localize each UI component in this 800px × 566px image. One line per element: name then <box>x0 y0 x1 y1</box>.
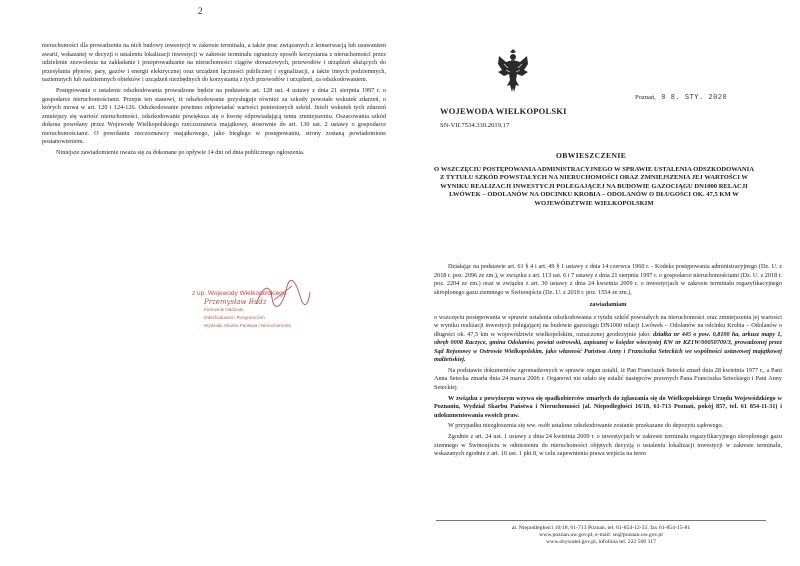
document-heading: OBWIESZCZENIE <box>556 151 627 160</box>
date-stamp: 0 8. STY. 2020 <box>661 94 728 102</box>
document-subject: O WSZCZĘCIU POSTĘPOWANIA ADMINISTRACYJNEGO W SPRAWIE USTALENIA ODSZKODOWANIA Z TYTUŁU SZKÓD POWSTAŁYCH NA NIERUCHOMOŚCI ORAZ ZMNIEJSZENIA JEJ WARTOŚCI W WYNIKU REALIZACJI INWESTYCJI POLEGAJĄCEJ NA BUDOWIE GAZOCIĄGU DN1000 RELACJI LWÓWEK – ODOLANÓW NA ODCINKU KROBIA – ODOLANÓW O DŁUGOŚCI OK. 47,5 KM W WOJEWÓDZTWIE WIELKOPOLSKIM <box>434 166 754 207</box>
paragraph-notice-effective: Niniejsze zawiadomienie uważa się za dokonane po upływie 14 dni od dnia publicznego ogłoszenia. <box>56 149 305 156</box>
left-page-body <box>42 42 386 160</box>
footer-website-email: www.poznan.uw.gov.pl, e-mail: sn@poznan.uw.gov.pl <box>539 532 663 538</box>
stamp-division: Wydziału Skarbu Państwa i Nieruchomości <box>204 323 292 328</box>
paragraph-owners: Na podstawie dokumentów zgromadzonych w sprawie organ ustalił, iż Pan Franciszek Setecki zmarł dnia 28 kwietnia 1977 r., a Pani Anna Setecka zmarła dnia 24 marca 2006 r. Organowi nie udało się ustalić następców prawnych Pana Franciszka Seteckiego i Pani Anny Seteckiej. <box>434 366 782 391</box>
organization-name: WOJEWODA WIELKOPOLSKI <box>440 106 567 116</box>
case-number: SN-VII.7534.330.2019.17 <box>440 122 510 129</box>
right-page <box>416 0 786 566</box>
stamp-line-authority: z up. Wojewody Wielkopolskiego <box>192 290 287 297</box>
page-number: 2 <box>198 6 203 16</box>
footer-divider <box>436 520 766 521</box>
paragraph-compensation-basis: Postępowanie o ustalenie odszkodowania prowadzone będzie na podstawie art. 128 ust. 4 ustawy z dnia 21 sierpnia 1997 r. o gospodarce nieruchomościami. Przepis ten stanowi, iż odszkodowanie przysługuje również za szkody powstałe wskutek zdarzeń, o których mowa w art. 120 i 124-126. Odszkodowanie powinno odpowiadać wartości poniesionych szkód. Jeżeli wskutek tych zdarzeń zmniejszy się wartość nieruchomości, odszkodowanie powiększa się o kwotę odpowiadającą temu zmniejszeniu. Oszacowania szkód dokona powołany przez Wojewodę Wielkopolskiego rzeczoznawca majątkowy, stosownie do art. 130 ust. 2 ustawy o gospodarce nieruchomościami. O powołaniu rzeczoznawcy majątkowego, jako biegłego w postępowaniu, strony zostaną powiadomione postanowieniem. <box>42 87 386 145</box>
eagle-emblem-icon <box>496 48 530 96</box>
footer-address: al. Niepodległości 16/18, 61-713 Poznań, tel. 61-854-12-33, fax 61-854-15-81 <box>511 525 691 531</box>
parcel-description: działka nr 445 o pow. 0,8100 ha, arkusz mapy 1, obręb 0008 Raczyce, gmina Odolanów, powiat ostrowski, zapisanej w księdze wieczystej KW nr KZ1W/00050709/3, prowadzonej przez Sąd Rejonowy w Ostrowie Wielkopolskim, jako własność Państwa Anny i Franciszka Seteckich we wspólności ustawowej majątkowej małżeńskiej. <box>434 330 783 363</box>
paragraph-summons: W związku z powyższym wzywa się spadkobierców zmarłych do zgłaszania się do Wielkopolskiego Urzędu Wojewódzkiego w Poznaniu, Wydział Skarbu Państwa i Nieruchomości (al. Niepodległości 16/18, 61-713 Poznań, pokój 857, tel. 61 854-11-31) i udokumentowania swoich praw. <box>434 394 782 419</box>
paragraph-legal-basis: Działając na podstawie art. 61 § 4 i art. 49 § 1 ustawy z dnia 14 czerwca 1960 r. - Kodeks postępowania administracyjnego (Dz. U. z 2018 r. poz. 2096 ze zm.), w związku z art. 113 ust. 6 i 7 ustawy z dnia 21 sierpnia 1997 r. o gospodarce nieruchomościami (Dz. U. z 2018 r. poz. 2204 ze zm.) oraz w związku z art. 30 ustawy z dnia 24 kwietnia 2009 r. o inwestycjach w zakresie terminalu regazyfikacyjnego skroplonego gazu ziemnego w Świnoujściu (Dz. U. z 2019 r. poz. 1554 ze zm.), <box>434 263 782 296</box>
footer <box>416 525 786 546</box>
paragraph-proceedings <box>434 314 782 365</box>
footer-helpline: www.obywatel.gov.pl, infolinia tel. 222 500 117 <box>546 539 656 545</box>
place-label: Poznań, <box>635 94 656 101</box>
stamp-department: Odszkodowań i Rozgraniczeń <box>204 315 265 320</box>
paragraph-terminal-act: Zgodnie z art. 24 ust. 1 ustawy z dnia 24 kwietnia 2009 r. o inwestycjach w zakresie terminalu regazyfikacyjnego skroplonego gazu ziemnego w Świnoujściu w odniesieniu do nieruchomości objętych decyzją o ustaleniu lokalizacji inwestycji w zakresie terminalu, wskazanych zgodnie z art. 10 ust. 1 pkt 8, w celu zapewnienia prawa wejścia na teren <box>434 433 782 458</box>
paragraph-continuation: nieruchomości dla prowadzenia na nich budowy inwestycji w zakresie terminalu, a także prac związanych z konserwacją lub usuwaniem awarii, wskazanej w decyzji o ustaleniu lokalizacji inwestycji w zakresie terminalu ograniczy sposób korzystania z nieruchomości przez udzielenie zezwolenia na zakładanie i przeprowadzanie na nieruchomości ciągów drenażowych, przewodów i urządzeń służących do przesyłania płynów, pary, gazów i energii elektrycznej oraz urządzeń łączności publicznej i sygnalizacji, a także innych podziemnych, naziemnych lub nadziemnych obiektów i urządzeń niezbędnych do korzystania z tych przewodów i urządzeń, za odszkodowaniem. <box>42 42 386 83</box>
stamp-signatory-name: Przemysław Budz <box>204 298 267 306</box>
signature-scrawl-icon <box>252 280 312 310</box>
proceedings-text: o wszczęciu postępowania w sprawie ustalenia odszkodowania z tytułu szkód powstałych na nieruchomości oraz zmniejszenia jej wartości w wyniku realizacji inwestycji polegającej na budowie gazociągu DN1000 relacji Lwówek – Odolanów na odcinku Krobia – Odolanów o długości ok. 47,5 km w województwie wielkopolskim, oznaczonej geodezyjnie jako: <box>434 313 782 338</box>
stamp-position: Kierownik Oddziału <box>204 307 244 312</box>
paragraph-deposit: W przypadku niezgłoszenia się ww. osób ustalone odszkodowanie zostanie przekazane do depozytu sądowego. <box>448 422 724 430</box>
right-page-body <box>434 263 782 461</box>
left-page <box>22 0 402 566</box>
date-line <box>635 94 727 102</box>
notify-heading: zawiadamiam <box>589 301 627 308</box>
signature-stamp <box>192 290 342 330</box>
